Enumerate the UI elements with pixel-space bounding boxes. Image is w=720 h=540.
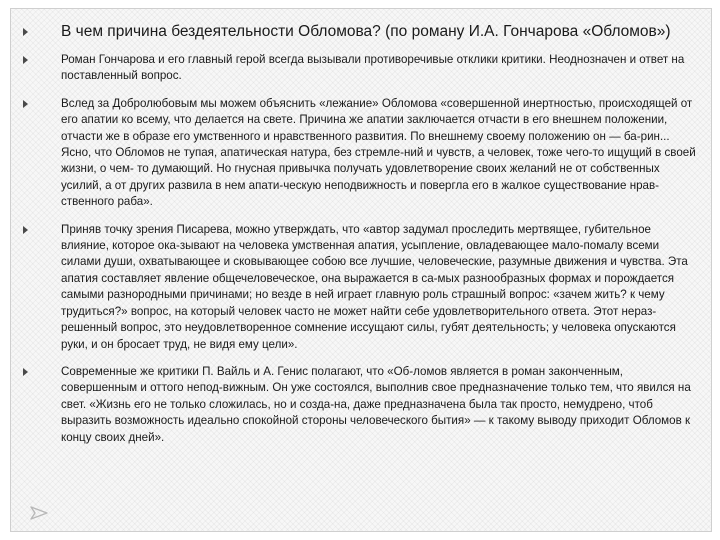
corner-arrow-icon — [29, 505, 49, 521]
triangle-bullet-icon — [23, 28, 28, 36]
paragraph-2 — [23, 96, 699, 211]
paragraph-4 — [23, 364, 699, 446]
slide-title-item — [23, 21, 699, 43]
slide — [10, 8, 712, 532]
triangle-bullet-icon — [23, 100, 28, 108]
paragraph-3 — [23, 222, 699, 353]
triangle-bullet-icon — [23, 368, 28, 376]
triangle-bullet-icon — [23, 226, 28, 234]
paragraph-text: Современные же критики П. Вайль и А. Генис полагают, что «Об-ломов является в роман законченным, совершенным и оттого непод-вижным. Он уже состоялся, выполнив свое предназначение только тем, что явился на свет. «Жизнь его не только сложилась, но и созда-на, даже предназначена была так просто, немудрено, чтоб выразить возможность идеально спокойной стороны человеческого бытия» — к такому выводу приходит Обломов к концу своих дней». — [61, 364, 691, 444]
slide-content — [23, 21, 699, 457]
paragraph-text: Роман Гончарова и его главный герой всегда вызывали противоречивые отклики критики. Неоднозначен и ответ на поставленный вопрос. — [61, 53, 685, 83]
slide-title: В чем причина бездеятельности Обломова? (по роману И.А. Гончарова «Обломов») — [61, 23, 671, 40]
paragraph-text: Приняв точку зрения Писарева, можно утверждать, что «автор задумал проследить мертвящее, губительное влияние, которое ока-зывают на человека умственная апатия, усыпление, овладевающее мало-помалу всеми силами души, охватывающее и сковывающее собою все лучшие, человеческие, разумные движения и чувства. Эта апатия составляет явление общечеловеческое, она выражается в са-мых разнообразных формах и порождается самыми разнородными причинами; но везде в ней играет главную роль страшный вопрос: «зачем жить? к чему трудиться?» вопрос, на который человек часто не может найти себе удовлетворительного ответа. Этот нераз-решенный вопрос, это неудовлетворенное сомнение иссущают силы, губят деятельность; у человека опускаются руки, и он бросает труд, не видя ему цели». — [61, 222, 688, 351]
paragraph-1 — [23, 52, 699, 85]
triangle-bullet-icon — [23, 56, 28, 64]
paragraph-text: Вслед за Добролюбовым мы можем объяснить «лежание» Обломова «совершенной инертностью, происходящей от его апатии ко всему, что делается на свете. Причина же апатии заключается отчасти в его внешнем положении, отчасти же в образе его умственного и нравственного развития. По внешнему своему положению он — ба-рин... Ясно, что Обломов не тупая, апатическая натура, без стремле-ний и чувств, а человек, тоже чего-то ищущий в своей жизни, о чем- то думающий. Но гнусная привычка получать удовлетворение своих желаний не от собственных усилий, а от других развила в нем апати-ческую неподвижность и повергла его в жалкое существование нрав-ственного раба». — [61, 96, 696, 209]
